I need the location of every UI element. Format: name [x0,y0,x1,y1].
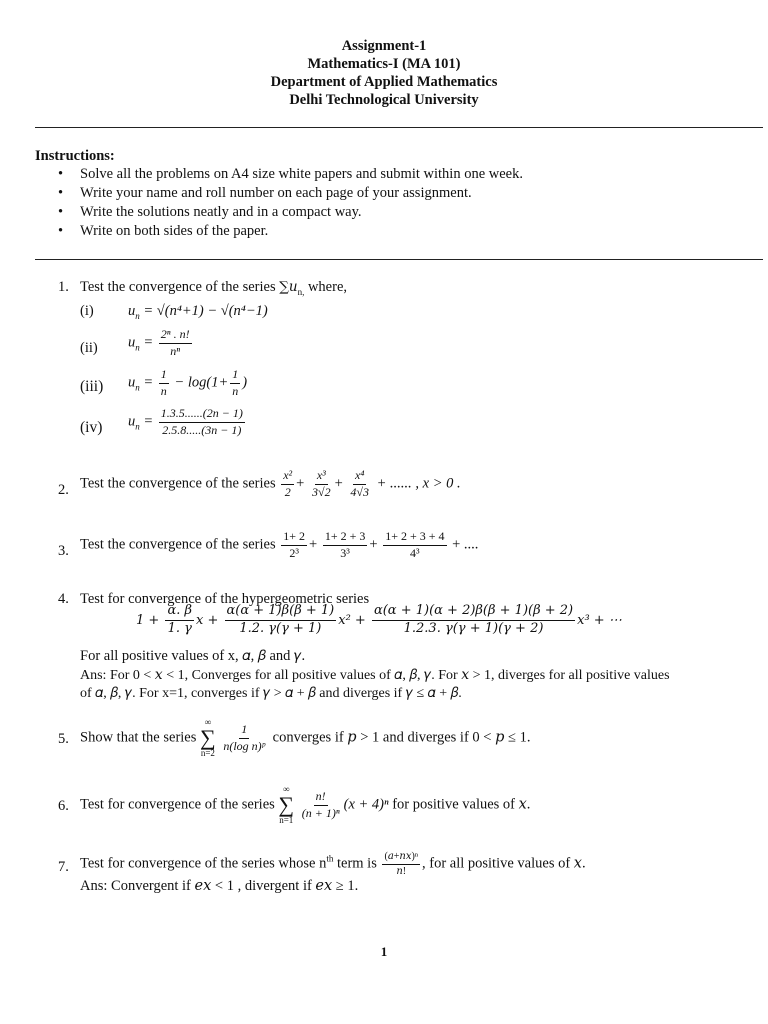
top-divider [35,127,763,128]
question-6-text: Test for convergence of the series ∞ ∑ n=1 $\frac{n!}{\text{(n + 1)ⁿ}}$ (x + 4)ⁿ for positive values of 𝑥. [80,784,531,825]
part-i-expression: $u_n = √(n^4+1) - √(n^4-1)$ [128,303,268,321]
question-4-text: Test for convergence of the hypergeometric series [80,591,370,607]
bullet-icon: • [58,166,64,182]
university-title: Delhi Technological University [289,92,479,108]
question-1-text: Test the convergence of the series ∑𝑢$_{n,}$ where, [80,279,347,297]
question-4-answer-line2: of 𝛼, 𝛽, 𝛾. For x=1, converges if 𝛾 > 𝛼 + 𝛽 and diverges if 𝛾 ≤ 𝛼 + 𝛽. [80,686,462,701]
question-number: 6. [58,798,69,814]
bullet-icon: • [58,223,64,239]
instructions-heading: Instructions: [35,148,115,164]
part-label: (i) [80,303,94,319]
page-number: 1 [380,944,388,959]
question-7-answer: Ans: Convergent if 𝑒𝑥 < 1 , divergent if 𝑒𝑥 ≥ 1. [80,878,359,894]
question-4-answer-line1: Ans: For 0 < 𝑥 < 1, Converges for all positive values of 𝛼, 𝛽, 𝛾. For 𝑥 > 1, diverges for all positive values [80,668,670,683]
hypergeometric-series: 1 + $\frac{\alpha. \beta}{1. \gamma}$ 𝑥 + $\frac{\alpha(\alpha + 1)\beta(\beta + 1)}{1.2. \gamma(\gamma + 1)}$ 𝑥² + $\frac{\alpha(\alpha + 1)(\alpha + 2)\beta(\beta + 1)(\beta + 2)}{1.2.3. \gamma(\gamma + 1)(\gamma + 2)}$ x³ + ⋯ [136,603,622,636]
question-4-condition: For all positive values of x, 𝛼, 𝛽 and 𝛾. [80,648,306,664]
part-label: (iii) [80,378,104,395]
question-number: 2. [58,482,69,498]
assignment-title: Assignment-1 [341,38,427,54]
document-page: Assignment-1 Mathematics-I (MA 101) Department of Applied Mathematics Delhi Technological University Instructions: • Solve all the problems on A4 size white papers and submit within one week. • Write your name and roll number on each page of your assignment. • Write the solutions neatly and in a compact way. • Write on both sides of the paper. 1. Test the convergence of the series ∑𝑢$_{n,}$ where, (i) $u_n = √(n^4+1) - √(n^4-1)$ (ii) $u_n$ = $\frac{\text{2ⁿ . n!}}{\text{nⁿ}}$ (iii) $u_n$ = $\frac{1}{n}$ − log(1+ $\frac{1}{n}$ ) (iv) $u_n$ = $\frac{1.3.5......(2n - 1)}{2.5.8.....(3n - 1)}$ 2. Test the convergence of the series $\frac{\text{x²}}{2}$ + $\frac{\text{x³}}{3√2}$ + $\frac{\text{x⁴}}{4√3}$ + ...... , x > 0 . 3. Test the convergence of the series $\frac{1+ 2}{\text{2³}}$ + $\frac{1+ 2 + 3}{\text{3³}}$ + $\frac{1+ 2 + 3 + 4}{\text{4³}}$ + .... 4. Test for convergence of the hypergeometric series 1 + $\frac{\alpha. \beta}{1. \gamma}$ 𝑥 + $\frac{\alpha(\alpha + 1)\beta(\beta + 1)}{1.2. \gamma(\gamma + 1)}$ 𝑥² + $\frac{\alpha(\alpha + 1)(\alpha + 2)\beta(\beta + 1)(\beta + 2)}{1.2.3. \gamma(\gamma + 1)(\gamma + 2)}$ x³ + ⋯ For all positive values of x, 𝛼, 𝛽 and 𝛾. Ans: For 0 < 𝑥 < 1, Converges for all positive values of 𝛼, 𝛽, 𝛾. For 𝑥 > 1, diverges for all positive values of 𝛼, 𝛽, 𝛾. For x=1, converges if 𝛾 > 𝛼 + 𝛽 and diverges if 𝛾 ≤ 𝛼 + 𝛽. 5. Show that the series ∞ ∑ n=2 $\frac{1}{\text{n(log n)ᵖ}}$ converges if 𝑝 > 1 and diverges if 0 < 𝑝 ≤ 1. 6. Test for convergence of the series ∞ ∑ n=1 $\frac{n!}{\text{(n + 1)ⁿ}}$ (x + 4)ⁿ for positive values of 𝑥. 7. Test for convergence of the series whose $n^{th}$ term is $\frac{\text{(𝑎+𝑛𝑥)ⁿ}}{\text{𝑛!}}$ , for all positive values of 𝑥. Ans: Convergent if 𝑒𝑥 < 1 , divergent if 𝑒𝑥 ≥ 1. 1 [0,0,768,1024]
part-label: (ii) [80,340,98,356]
department-title: Department of Applied Mathematics [270,74,498,90]
part-ii-expression: $u_n$ = $\frac{\text{2ⁿ . n!}}{\text{nⁿ}}$ [128,327,190,358]
question-3-text: Test the convergence of the series $\frac{1+ 2}{\text{2³}}$ + $\frac{1+ 2 + 3}{\text{3³}}$ + $\frac{1+ 2 + 3 + 4}{\text{4³}}$ + .... [80,529,479,560]
bullet-icon: • [58,185,64,201]
question-7-text: Test for convergence of the series whose $n^{th}$ term is $\frac{\text{(𝑎+𝑛𝑥)ⁿ}}{\text{𝑛!}}$ , for all positive values of 𝑥. [80,851,586,877]
question-2-text: Test the convergence of the series $\frac{\text{x²}}{2}$ + $\frac{\text{x³}}{3√2}$ + $\frac{\text{x⁴}}{4√3}$ + ...... , x > 0 . [80,468,461,499]
course-title: Mathematics-I (MA 101) [307,56,461,72]
question-number: 4. [58,591,69,607]
question-5-text: Show that the series ∞ ∑ n=2 $\frac{1}{\text{n(log n)ᵖ}}$ converges if 𝑝 > 1 and diverges if 0 < 𝑝 ≤ 1. [80,717,531,758]
question-number: 1. [58,279,69,295]
question-number: 7. [58,859,69,875]
part-iii-expression: $u_n$ = $\frac{1}{n}$ − log(1+ $\frac{1}{n}$ ) [128,367,248,398]
question-number: 3. [58,543,69,559]
bottom-divider [35,259,763,260]
part-label: (iv) [80,419,103,436]
bullet-icon: • [58,204,64,220]
question-number: 5. [58,731,69,747]
part-iv-expression: $u_n$ = $\frac{1.3.5......(2n - 1)}{2.5.8.....(3n - 1)}$ [128,406,243,437]
